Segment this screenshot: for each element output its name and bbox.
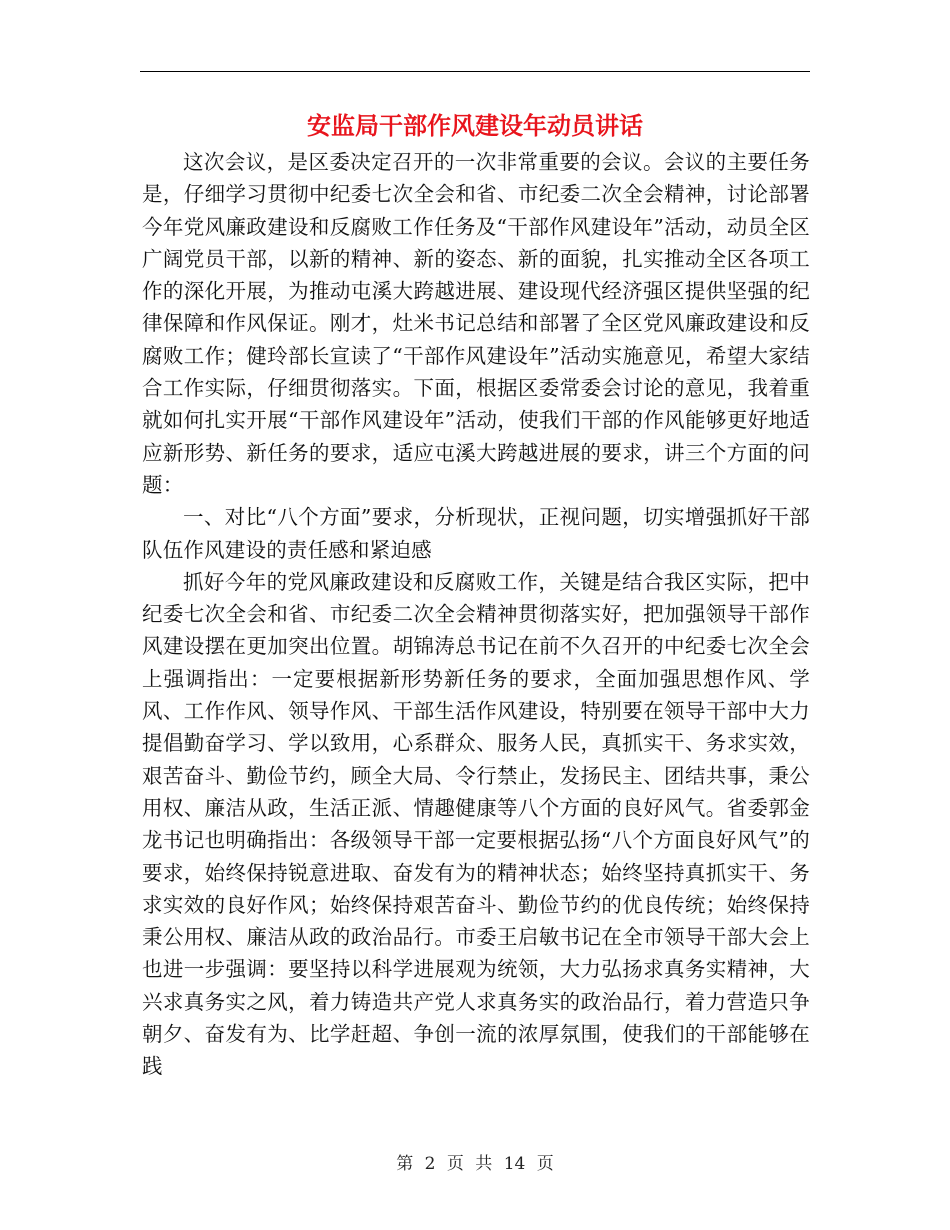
section-heading-1: 一、对比“八个方面”要求，分析现状，正视问题，切实增强抓好干部队伍作风建设的责任感和紧迫感 <box>142 505 810 562</box>
header-rule <box>140 71 810 72</box>
document-title: 安监局干部作风建设年动员讲话 <box>307 112 643 140</box>
paragraph-section-1: 抓好今年的党风廉政建设和反腐败工作，关键是结合我区实际，把中纪委七次全会和省、市纪委二次全会精神贯彻落实好，把加强领导干部作风建设摆在更加突出位置。胡锦涛总书记在前不久召开的中纪委七次全会上强调指出：一定要根据新形势新任务的要求，全面加强思想作风、学风、工作作风、领导作风、干部生活作风建设，特别要在领导干部中大力提倡勤奋学习、学以致用，心系群众、服务人民，真抓实干、务求实效，艰苦奋斗、勤俭节约，顾全大局、令行禁止，发扬民主、团结共事，秉公用权、廉洁从政，生活正派、情趣健康等八个方面的良好风气。省委郭金龙书记也明确指出：各级领导干部一定要根据弘扬“八个方面良好风气”的要求，始终保持锐意进取、奋发有为的精神状态；始终坚持真抓实干、务求实效的良好作风；始终保持艰苦奋斗、勤俭节约的优良传统；始终保持秉公用权、廉洁从政的政治品行。市委王启敏书记在全市领导干部大会上也进一步强调：要坚持以科学进展观为统领，大力弘扬求真务实精神，大兴求真务实之风，着力铸造共产党人求真务实的政治品行，着力营造只争朝夕、奋发有为、比学赶超、争创一流的浓厚氛围，使我们的干部能够在践 <box>142 569 810 1079</box>
document-body <box>142 146 810 1083</box>
page-number-footer: 第 2 页 共 14 页 <box>396 1154 554 1174</box>
paragraph-intro: 这次会议，是区委决定召开的一次非常重要的会议。会议的主要任务是，仔细学习贯彻中纪委七次全会和省、市纪委二次全会精神，讨论部署今年党风廉政建设和反腐败工作任务及“干部作风建设年”活动，动员全区广阔党员干部，以新的精神、新的姿态、新的面貌，扎实推动全区各项工作的深化开展，为推动屯溪大跨越进展、建设现代经济强区提供坚强的纪律保障和作风保证。刚才，灶米书记总结和部署了全区党风廉政建设和反腐败工作；健玲部长宣读了“干部作风建设年”活动实施意见，希望大家结合工作实际，仔细贯彻落实。下面，根据区委常委会讨论的意见，我着重就如何扎实开展“干部作风建设年”活动，使我们干部的作风能够更好地适应新形势、新任务的要求，适应屯溪大跨越进展的要求，讲三个方面的问题： <box>142 150 810 497</box>
